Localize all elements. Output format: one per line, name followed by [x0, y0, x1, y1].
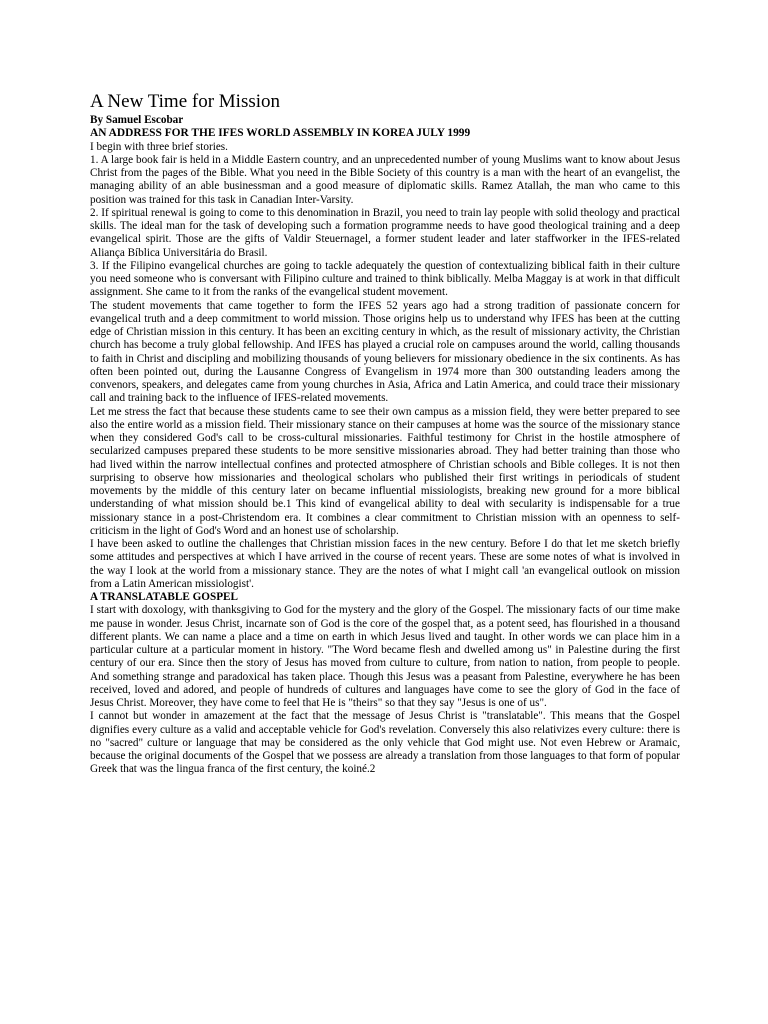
author-byline: By Samuel Escobar — [90, 114, 184, 126]
paragraph-campus-mission: Let me stress the fact that because these students came to see their own campus as a mission field, they were better prepared to see also the entire world as a mission field. Their missionary stance on their campuses at home was the source of the missionary stance when they considered God's call to be cross-cultural missionaries. Faithful testimony for Christ in the hostile atmosphere of secularized campuses prepared these students to be more sensitive missionaries abroad. They had better training than those who had lived within the narrow intellectual confines and protected atmosphere of Christian schools and Bible colleges. It is not then surprising to observe how missionaries and theological scholars who published their first writings in periodicals of student movements by the middle of this century later on became influential missiologists, breaking new ground for a more biblical understanding of what mission should be.1 This kind of evangelical ability to deal with secularity is indispensable for a true missionary stance in a post-Christendom era. It combines a clear commitment to Christian mission with an openness to self-criticism in the light of God's Word and an honest use of scholarship. — [90, 405, 680, 537]
document-page — [90, 90, 680, 777]
document-subtitle: AN ADDRESS FOR THE IFES WORLD ASSEMBLY IN KOREA JULY 1999 — [90, 127, 471, 140]
paragraph-outline: I have been asked to outline the challenges that Christian mission faces in the new century. Before I do that let me sketch briefly some attitudes and perspectives at which I have arrived in the course of recent years. These are some notes of what is involved in the way I look at the world from a missionary stance. They are the notes of what I might call 'an evangelical outlook on mission from a Latin American missiologist'. — [90, 538, 680, 590]
paragraph-translatable: I cannot but wonder in amazement at the fact that the message of Jesus Christ is "translatable". This means that the Gospel dignifies every culture as a valid and acceptable vehicle for God's revelation. Conversely this also relativizes every culture: there is no "sacred" culture or language that may be considered as the only vehicle that God might use. Not even Hebrew or Aramaic, because the original documents of the Gospel that we possess are already a translation from those languages to that form of popular Greek that was the lingua franca of the first century, the koiné.2 — [90, 710, 680, 776]
paragraph-ifes-history: The student movements that came together to form the IFES 52 years ago had a strong tradition of passionate concern for evangelical truth and a deep commitment to world mission. Those origins help us to understand why IFES has been at the cutting edge of Christian mission in this century. It has been an exciting century in which, as the result of missionary activity, the Christian church has become a truly global fellowship. And IFES has played a crucial role on campuses around the world, calling thousands to faith in Christ and discipling and mobilizing thousands of young believers for missionary obedience in the six continents. As has often been pointed out, during the Lausanne Congress of Evangelism in 1974 more than 300 outstanding leaders among the convenors, speakers, and delegates came from young churches in Asia, Africa and Latin America, and could trace their missionary call and training back to the influence of IFES-related movements. — [90, 299, 680, 405]
paragraph-story-3: 3. If the Filipino evangelical churches are going to tackle adequately the question of contextualizing biblical faith in their culture you need someone who is conversant with Filipino culture and trained to think biblically. Melba Maggay is at work in that difficult assignment. She came to it from the ranks of the evangelical student movement. — [90, 259, 680, 299]
document-title: A New Time for Mission — [90, 91, 281, 112]
paragraph-story-2: 2. If spiritual renewal is going to come to this denomination in Brazil, you need to train lay people with solid theology and practical skills. The ideal man for the task of developing such a formation programme needs to have good theological training and a deep evangelical spirit. Those are the gifts of Valdir Steuernagel, a former student leader and later staffworker in the IFES-related Aliança Bíblica Universitária do Brasil. — [90, 206, 680, 259]
paragraph-story-1: 1. A large book fair is held in a Middle Eastern country, and an unprecedented number of young Muslims want to know about Jesus Christ from the pages of the Bible. What you need in the Bible Society of this country is a man with the heart of an evangelist, the managing ability of an able businessman and a good measure of diplomatic skills. Ramez Atallah, the man who came to this position was trained for this task in Canadian Inter-Varsity. — [90, 153, 680, 206]
paragraph-intro: I begin with three brief stories. — [90, 140, 228, 153]
paragraph-doxology: I start with doxology, with thanksgiving to God for the mystery and the glory of the Gospel. The missionary facts of our time make me pause in wonder. Jesus Christ, incarnate son of God is the core of the gospel that, as a potent seed, has flourished in a thousand different plants. We can name a place and a time on earth in which Jesus lived and taught. In other words we can place him in a particular culture at a particular moment in history. "The Word became flesh and dwelled among us" in Palestine during the first century of our era. Since then the story of Jesus has moved from culture to culture, from nation to nation, from people to people. And something strange and paradoxical has taken place. Though this Jesus was a peasant from Palestine, everywhere he has been received, loved and adored, and people of hundreds of cultures and languages have come to see the glory of God in the face of Jesus Christ. Moreover, they have come to feel that He is "theirs" so that they say "Jesus is one of us". — [90, 604, 680, 709]
section-heading: A TRANSLATABLE GOSPEL — [90, 591, 238, 603]
